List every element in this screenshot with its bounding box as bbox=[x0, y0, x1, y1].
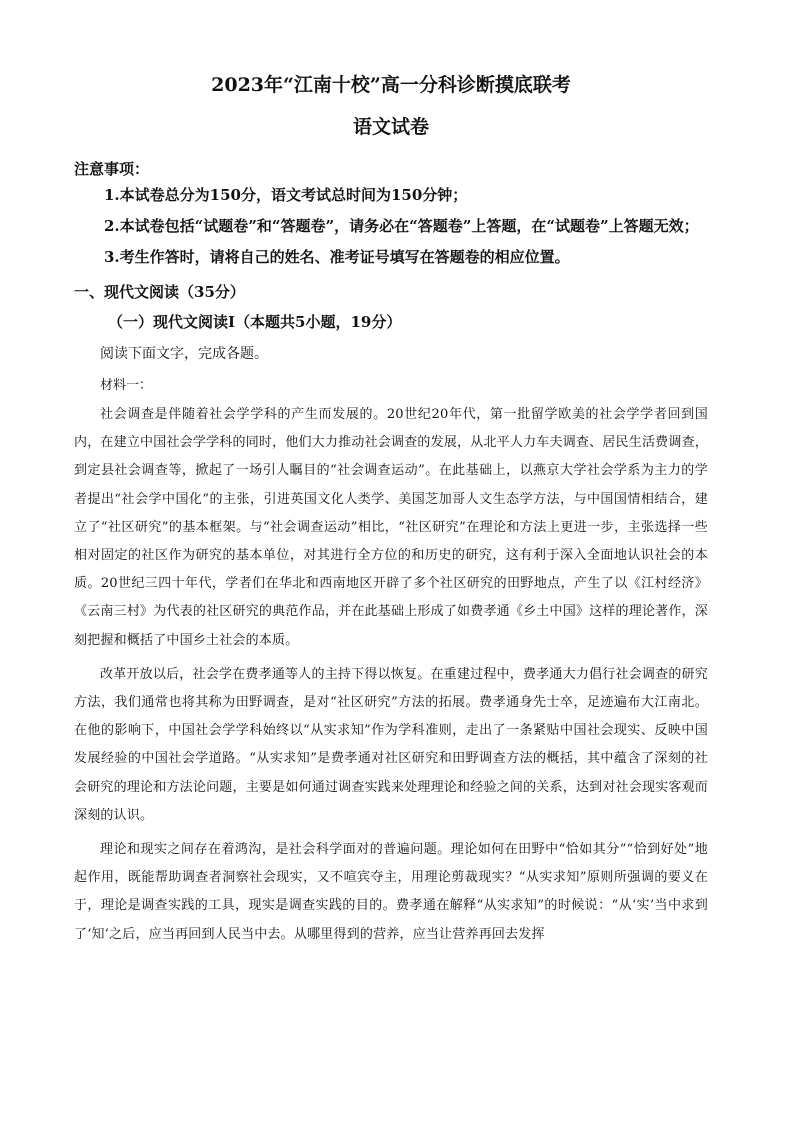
exam-title: 2023年“江南十校”高一分科诊断摸底联考 bbox=[211, 74, 571, 96]
sub-section-heading: （一）现代文阅读Ⅰ（本题共5小题，19分） bbox=[108, 313, 402, 331]
passage-paragraph-2: 改革开放以后，社会学在费孝通等人的主持下得以恢复。在重建过程中，费孝通大力倡行社会调查的研究方法，我们通常也将其称为田野调查，是对“社区研究”方法的拓展。费孝通身先士卒，足迹遍布大江南北。在他的影响下，中国社会学学科始终以“从实求知”作为学科准则，走出了一条紧贴中国社会现实、反映中国发展经验的中国社会学道路。“从实求知”是费孝通对社区研究和田野调查方法的概括，其中蕴含了深刻的社会研究的理论和方法论问题，主要是如何通过调查实践来处理理论和经验之间的关系，达到对社会现实客观而深刻的认识。 bbox=[74, 666, 708, 823]
notice-heading: 注意事项： bbox=[74, 160, 150, 178]
reading-instruction: 阅读下面文字，完成各题。 bbox=[100, 346, 268, 362]
notice-item-3: 3.考生作答时，请将自己的姓名、准考证号填写在答题卷的相应位置。 bbox=[104, 248, 570, 266]
passage-paragraph-3: 理论和现实之间存在着鸿沟，是社会科学面对的普遍问题。理论如何在田野中“恰如其分”“恰到好处”地起作用，既能帮助调查者洞察社会现实，又不喧宾夺主，用理论剪裁现实？“从实求知”原则所强调的要义在于，理论是调查实践的工具，现实是调查实践的目的。费孝通在解释“从实求知”的时候说：“从‘实’当中求到了‘知’之后，应当再回到人民当中去。从哪里得到的营养，应当让营养再回去发挥 bbox=[74, 842, 708, 942]
material-label: 材料一： bbox=[100, 378, 153, 393]
notice-item-1: 1.本试卷总分为150分，语文考试总时间为150分钟； bbox=[104, 186, 468, 204]
notice-section bbox=[74, 158, 708, 273]
notice-item-2: 2.本试卷包括“试题卷”和“答题卷”，请务必在“答题卷”上答题，在“试题卷”上答题无效； bbox=[104, 217, 699, 235]
passage-paragraph-1: 社会调查是伴随着社会学学科的产生而发展的。20世纪20年代，第一批留学欧美的社会学学者回到国内，在建立中国社会学学科的同时，他们大力推动社会调查的发展，从北平人力车夫调查、居民生活费调查，到定县社会调查等，掀起了一场引人瞩目的“社会调查运动”。在此基础上，以燕京大学社会学系为主力的学者提出“社会学中国化”的主张，引进英国文化人类学、美国芝加哥人文生态学方法，与中国国情相结合，建立了“社区研究”的基本框架。与“社会调查运动”相比，“社区研究”在理论和方法上更进一步，主张选择一些相对固定的社区作为研究的基本单位，对其进行全方位的和历史的研究，这有利于深入全面地认识社会的本质。20世纪三四十年代，学者们在华北和西南地区开辟了多个社区研究的田野地点，产生了以《江村经济》《云南三村》为代表的社区研究的典范作品，并在此基础上形成了如费孝通《乡土中国》这样的理论著作，深刻把握和概括了中国乡土社会的本质。 bbox=[74, 407, 708, 648]
exam-subtitle: 语文试卷 bbox=[352, 116, 429, 138]
reading-section bbox=[74, 279, 708, 949]
section-heading: 一、现代文阅读（35分） bbox=[74, 283, 245, 301]
